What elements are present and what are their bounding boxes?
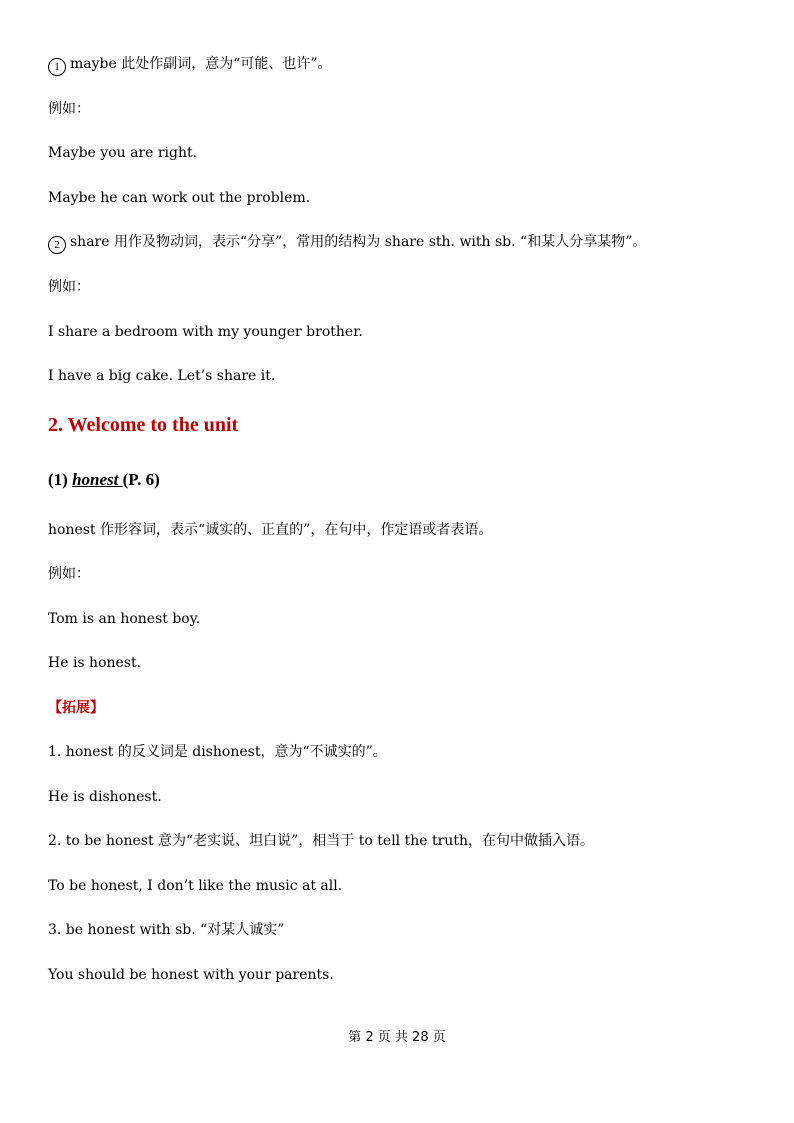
item-2-text: share 用作及物动词，表示“分享”，常用的结构为 share sth. with sb. “和某人分享某物”。 (70, 234, 647, 250)
extension-1: 1. honest 的反义词是 dishonest，意为“不诚实的”。 (48, 744, 387, 760)
sub-heading-keyword: honest (72, 470, 123, 489)
item-1 (48, 54, 332, 76)
extension-2-example: To be honest, I don’t like the music at all. (48, 878, 343, 894)
page-footer: 第 2 页 共 28 页 (348, 1030, 446, 1045)
example-share-1: I share a bedroom with my younger brother. (48, 324, 363, 340)
sub-heading (48, 470, 160, 490)
item-1-text: maybe 此处作副词，意为“可能、也许”。 (70, 56, 332, 72)
sub-heading-prefix: (1) (48, 470, 73, 489)
example-share-2: I have a big cake. Let’s share it. (48, 368, 276, 384)
extension-3-example: You should be honest with your parents. (48, 967, 334, 983)
circled-number-2: 2 (48, 236, 66, 254)
example-honest-2: He is honest. (48, 655, 142, 671)
circled-number-1: 1 (48, 58, 66, 76)
extension-3: 3. be honest with sb. “对某人诚实” (48, 922, 285, 938)
example-maybe-2: Maybe he can work out the problem. (48, 190, 311, 206)
sub-heading-page: (P. 6) (122, 470, 160, 489)
example-honest-1: Tom is an honest boy. (48, 611, 201, 627)
extension-1-example: He is dishonest. (48, 789, 162, 805)
extension-2: 2. to be honest 意为“老实说、坦白说”，相当于 to tell the truth，在句中做插入语。 (48, 833, 594, 849)
example-label-2: 例如： (48, 279, 90, 295)
example-maybe-1: Maybe you are right. (48, 145, 198, 161)
example-label-3: 例如： (48, 566, 90, 582)
honest-description: honest 作形容词，表示“诚实的、正直的”，在句中，作定语或者表语。 (48, 522, 493, 538)
section-heading: 2. Welcome to the unit (48, 414, 239, 436)
item-2 (48, 232, 646, 254)
extension-label: 【拓展】 (48, 700, 104, 716)
example-label-1: 例如： (48, 101, 90, 117)
